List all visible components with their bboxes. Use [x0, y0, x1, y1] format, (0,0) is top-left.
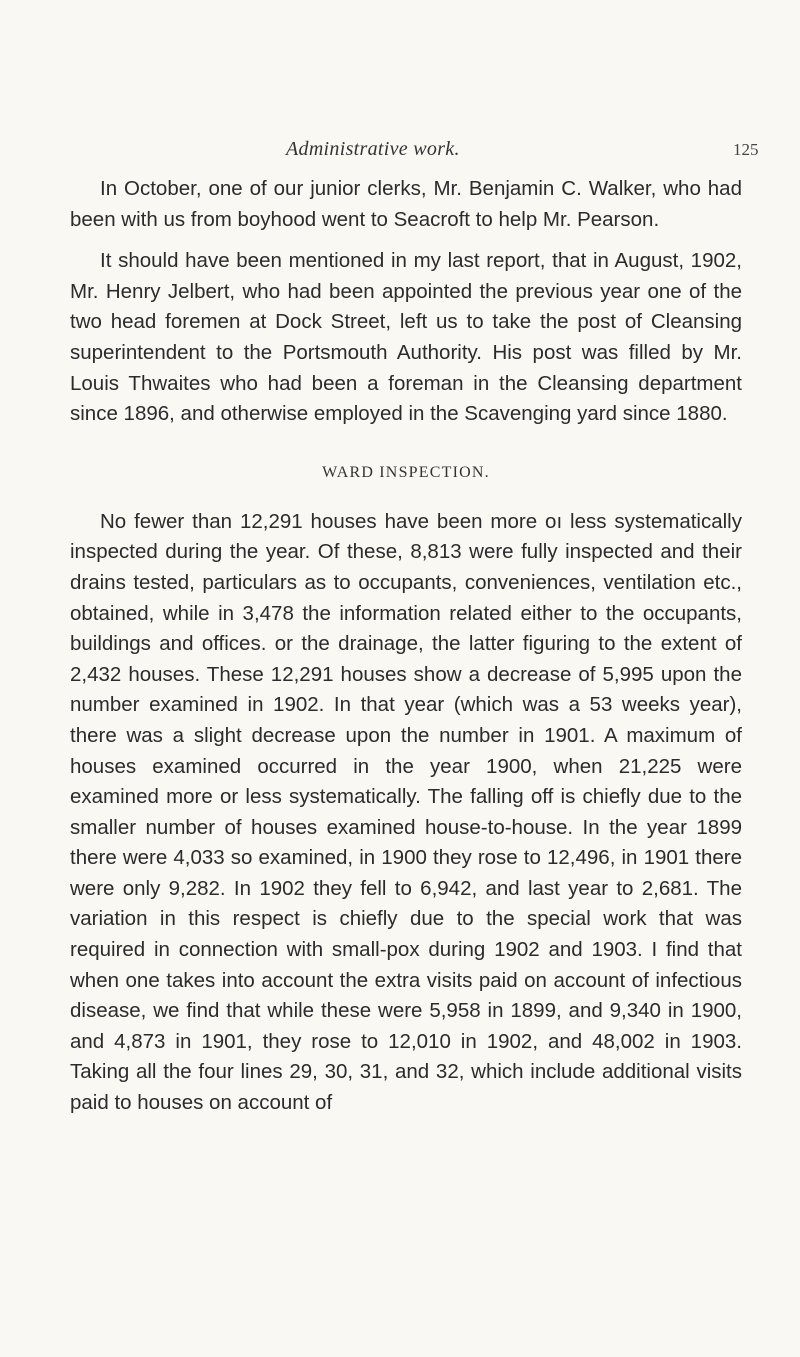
paragraph-ward-inspection: No fewer than 12,291 houses have been more oı less systematically inspected during the year. Of these, 8,813 were fully inspected and their drains tested, particulars as to occupants, conveniences, ventilation etc., obtained, while in 3,478 the information related either to the occupants, buildings and offices. or the drainage, the latter figuring to the extent of 2,432 houses. These 12,291 houses show a decrease of 5,995 upon the number examined in 1902. In that year (which was a 53 weeks year), there was a slight decrease upon the number in 1901. A maximum of houses examined occurred in the year 1900, when 21,225 were examined more or less systematically. The falling off is chiefly due to the smaller number of houses examined house-to-house. In the year 1899 there were 4,033 so examined, in 1900 they rose to 12,496, in 1901 there were only 9,282. In 1902 they fell to 6,942, and last year to 2,681. The variation in this respect is chiefly due to the special work that was required in connection with small-pox during 1902 and 1903. I find that when one takes into account the extra visits paid on account of infectious disease, we find that while these were 5,958 in 1899, and 9,340 in 1900, and 4,873 in 1901, they rose to 12,010 in 1902, and 48,002 in 1903. Taking all the four lines 29, 30, 31, and 32, which include additional visits paid to houses on account of [70, 509, 742, 1115]
paragraph-jelbert: It should have been mentioned in my last report, that in August, 1902, Mr. Henry Jelbert, who had been appointed the previous year one of the two head foremen at Dock Street, left us to take the post of Cleansing superintendent to the Portsmouth Authority. His post was filled by Mr. Louis Thwaites who had been a foreman in the Cleansing department since 1896, and otherwise employed in the Scavenging yard since 1880. [70, 249, 742, 426]
body-text [70, 174, 742, 1119]
paragraph-walker: In October, one of our junior clerks, Mr. Benjamin C. Walker, who had been with us from boyhood went to Seacroft to help Mr. Pearson. [70, 177, 742, 231]
page-number: 125 [733, 140, 759, 159]
section-heading-ward-inspection: WARD INSPECTION. [322, 463, 490, 481]
running-title: Administrative work. [286, 138, 460, 160]
running-head [0, 138, 800, 162]
